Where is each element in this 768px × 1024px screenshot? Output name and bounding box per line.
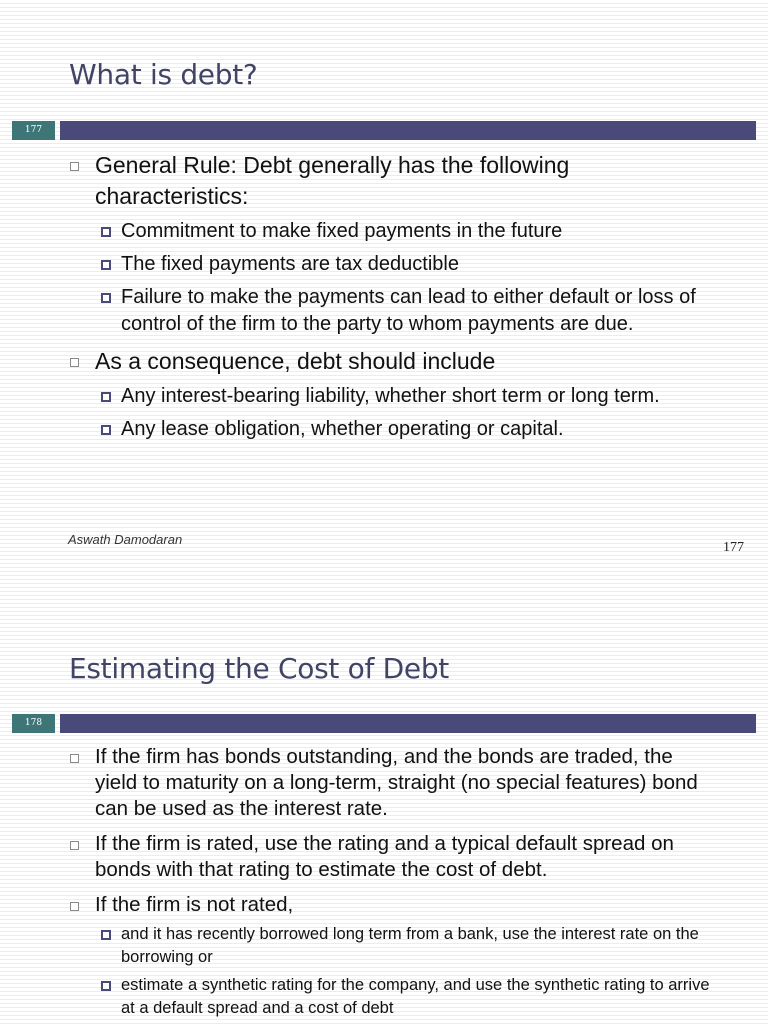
sub-bullet-item: Any lease obligation, whether operating or capital. — [0, 416, 768, 443]
sub-bullet-item: The fixed payments are tax deductible — [0, 251, 768, 278]
bullet-item: General Rule: Debt generally has the following characteristics: — [0, 150, 768, 212]
bullet-item: If the firm is not rated, — [0, 892, 768, 918]
slide-title: What is debt? — [69, 58, 258, 91]
slide-content — [0, 744, 768, 1020]
sub-bullet-item: and it has recently borrowed long term from a bank, use the interest rate on the borrowing or — [0, 923, 768, 969]
title-divider-bar — [60, 121, 756, 140]
title-divider-bar — [60, 714, 756, 733]
bullet-item: If the firm has bonds outstanding, and the bonds are traded, the yield to maturity on a long-term, straight (no special features) bond can be used as the interest rate. — [0, 744, 768, 822]
page-number: 177 — [723, 540, 744, 555]
sub-bullet-item: Failure to make the payments can lead to either default or loss of control of the firm to the party to whom payments are due. — [0, 284, 768, 338]
author-footer: Aswath Damodaran — [68, 532, 183, 547]
slide-title: Estimating the Cost of Debt — [69, 652, 449, 685]
sub-bullet-item: estimate a synthetic rating for the company, and use the synthetic rating to arrive at a default spread and a cost of debt — [0, 974, 768, 1020]
bullet-item: As a consequence, debt should include — [0, 346, 768, 377]
sub-bullet-item: Any interest-bearing liability, whether short term or long term. — [0, 383, 768, 410]
bullet-item: If the firm is rated, use the rating and a typical default spread on bonds with that rating to estimate the cost of debt. — [0, 831, 768, 883]
slide-number-badge: 177 — [12, 121, 55, 140]
slide-content — [0, 150, 768, 443]
sub-bullet-item: Commitment to make fixed payments in the future — [0, 218, 768, 245]
slide-number-badge: 178 — [12, 714, 55, 733]
slide-178 — [0, 590, 768, 1024]
